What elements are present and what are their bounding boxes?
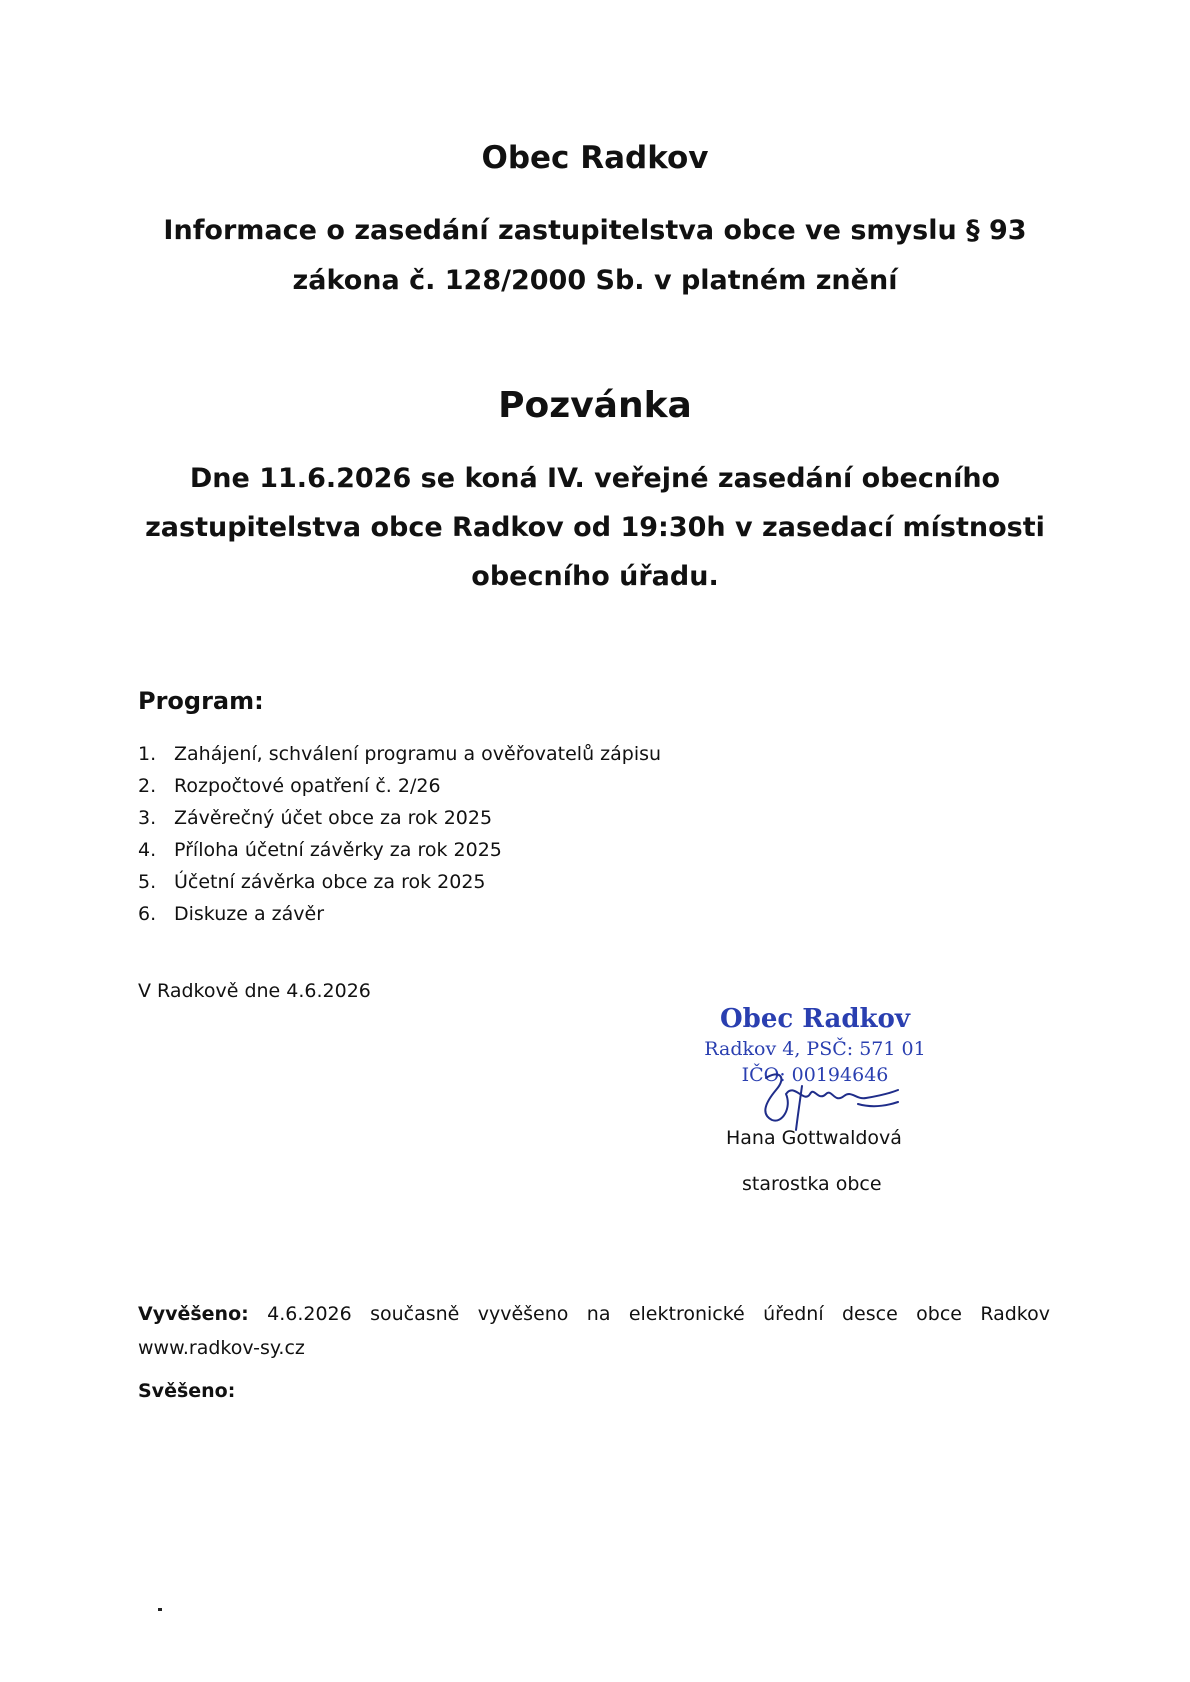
stamp-name: Obec Radkov [720, 1004, 910, 1034]
place-and-date: V Radkově dne 4.6.2026 [138, 980, 371, 1002]
posting-note [138, 1297, 1050, 1365]
posted-label: Vyvěšeno: [138, 1303, 249, 1325]
program-item-text: Příloha účetní závěrky za rok 2025 [174, 839, 502, 861]
program-item-number: 3. [138, 807, 157, 829]
subtitle-line-1: Informace o zasedání zastupitelstva obce ve smyslu § 93 [163, 215, 1027, 246]
org-title: Obec Radkov [481, 140, 709, 176]
program-label: Program: [138, 687, 264, 715]
removed-label: Svěšeno: [138, 1380, 236, 1402]
program-item-number: 2. [138, 775, 157, 797]
program-item-text: Zahájení, schválení programu a ověřovatelů zápisu [174, 743, 662, 765]
stamp-ico: IČO: 00194646 [741, 1064, 889, 1086]
program-item [138, 738, 661, 770]
invitation-line-2: zastupitelstva obce Radkov od 19:30h v zasedací místnosti [145, 512, 1045, 543]
program-item-number: 5. [138, 871, 157, 893]
program-item [138, 770, 661, 802]
signer-name: Hana Gottwaldová [726, 1127, 902, 1149]
invitation-line-1: Dne 11.6.2026 se koná IV. veřejné zasedání obecního [189, 463, 1001, 494]
scan-speck [158, 1608, 162, 1611]
document-subtitle [0, 206, 1190, 306]
program-item-text: Rozpočtové opatření č. 2/26 [174, 775, 441, 797]
signer-role: starostka obce [742, 1173, 882, 1195]
invitation-line-3: obecního úřadu. [471, 561, 719, 592]
program-item [138, 898, 661, 930]
invitation-text [0, 454, 1190, 601]
program-item [138, 802, 661, 834]
program-item-number: 6. [138, 903, 157, 925]
program-item-text: Diskuze a závěr [174, 903, 325, 925]
program-item-number: 4. [138, 839, 157, 861]
program-list [138, 738, 661, 930]
invitation-heading: Pozvánka [498, 385, 692, 426]
subtitle-line-2: zákona č. 128/2000 Sb. v platném znění [292, 265, 898, 296]
program-item-text: Účetní závěrka obce za rok 2025 [174, 871, 486, 893]
posted-url: www.radkov-sy.cz [138, 1337, 305, 1359]
program-item [138, 834, 661, 866]
program-item-text: Závěrečný účet obce za rok 2025 [174, 807, 493, 829]
stamp-address: Radkov 4, PSČ: 571 01 [704, 1038, 926, 1060]
program-item [138, 866, 661, 898]
posted-text: 4.6.2026 současně vyvěšeno na elektronické úřední desce obce Radkov [267, 1303, 1050, 1325]
program-item-number: 1. [138, 743, 157, 765]
